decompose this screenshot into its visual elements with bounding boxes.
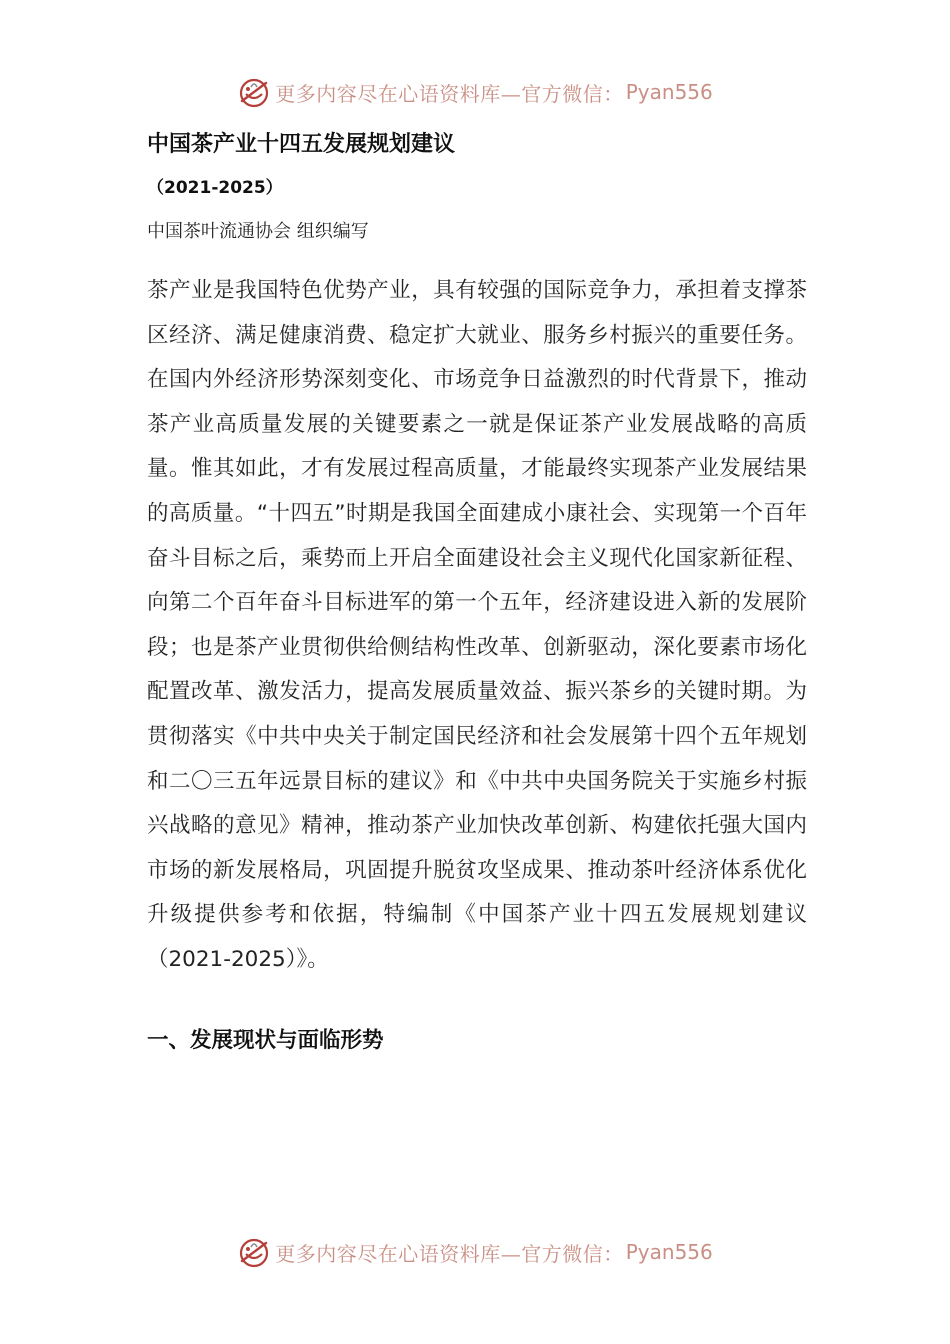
document-years: （2021-2025）	[147, 178, 283, 198]
banner-wechat-id: Pyan556	[625, 1240, 713, 1264]
banner-wechat-id: Pyan556	[625, 80, 713, 104]
document-body	[147, 125, 807, 1063]
intro-paragraph: 茶产业是我国特色优势产业，具有较强的国际竞争力，承担着支撑茶区经济、满足健康消费、稳定扩大就业、服务乡村振兴的重要任务。在国内外经济形势深刻变化、市场竞争日益激烈的时代背景下，推动茶产业高质量发展的关键要素之一就是保证茶产业发展战略的高质量。惟其如此，才有发展过程高质量，才能最终实现茶产业发展结果的高质量。“十四五”时期是我国全面建成小康社会、实现第一个百年奋斗目标之后，乘势而上开启全面建设社会主义现代化国家新征程、向第二个百年奋斗目标进军的第一个五年，经济建设进入新的发展阶段；也是茶产业贯彻供给侧结构性改革、创新驱动，深化要素市场化配置改革、激发活力，提高发展质量效益、振兴茶乡的关键时期。为贯彻落实《中共中央关于制定国民经济和社会发展第十四个五年规划和二〇三五年远景目标的建议》和《中共中央国务院关于实施乡村振兴战略的意见》精神，推动茶产业加快改革创新、构建依托强大国内市场的新发展格局，巩固提升脱贫攻坚成果、推动茶叶经济体系优化升级提供参考和依据，特编制《中国茶产业十四五发展规划建议（2021-2025）》。	[147, 278, 807, 972]
banner-slogan: 更多内容尽在心语资料库—官方微信：	[275, 81, 624, 106]
tea-cup-logo-icon	[237, 1235, 271, 1269]
banner-slogan: 更多内容尽在心语资料库—官方微信：	[275, 1241, 624, 1266]
tea-cup-logo-icon	[237, 75, 271, 109]
document-title: 中国茶产业十四五发展规划建议	[147, 132, 456, 157]
document-organizer: 中国茶叶流通协会 组织编写	[147, 221, 369, 242]
section-heading: 一、发展现状与面临形势	[147, 1027, 384, 1053]
header-watermark-banner	[0, 72, 950, 112]
footer-watermark-banner	[0, 1232, 950, 1272]
